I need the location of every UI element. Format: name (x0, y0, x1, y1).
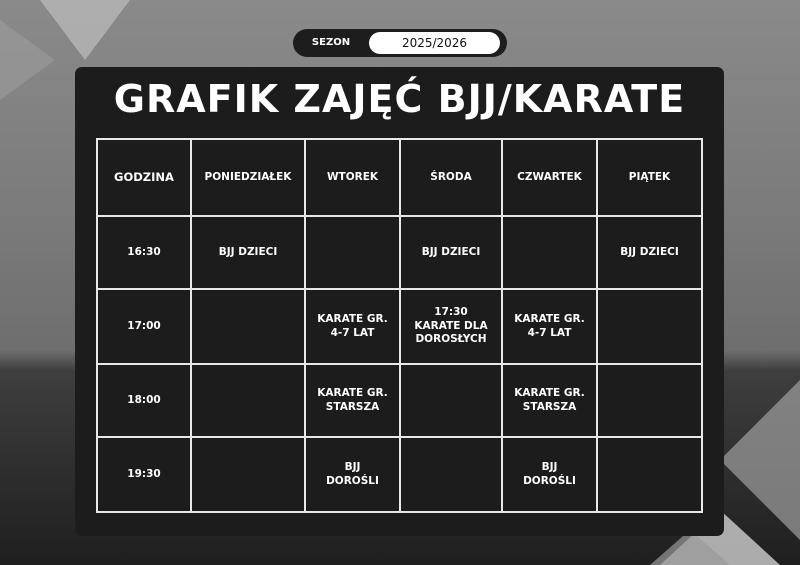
table-header-row (97, 139, 702, 216)
season-label: SEZON (311, 37, 351, 48)
class-cell (502, 216, 597, 289)
header-thursday: CZWARTEK (502, 139, 597, 216)
class-cell: BJJ DZIECI (597, 216, 702, 289)
table-row (97, 289, 702, 364)
class-cell (191, 437, 305, 512)
table-row (97, 364, 702, 437)
class-cell (305, 216, 400, 289)
class-cell: KARATE GR. STARSZA (502, 364, 597, 437)
class-cell: BJJ DZIECI (191, 216, 305, 289)
class-cell (400, 437, 502, 512)
class-cell: KARATE GR. 4-7 LAT (502, 289, 597, 364)
time-cell: 19:30 (97, 437, 191, 512)
class-cell: BJJ DZIECI (400, 216, 502, 289)
page-title: GRAFIK ZAJĘĆ BJJ/KARATE (113, 77, 686, 121)
season-value: 2025/2026 (369, 32, 500, 54)
header-friday: PIĄTEK (597, 139, 702, 216)
table-row (97, 437, 702, 512)
time-cell: 18:00 (97, 364, 191, 437)
header-tuesday: WTOREK (305, 139, 400, 216)
class-cell (400, 364, 502, 437)
class-cell (597, 289, 702, 364)
time-cell: 17:00 (97, 289, 191, 364)
class-cell (191, 364, 305, 437)
class-cell (597, 364, 702, 437)
header-wednesday: ŚRODA (400, 139, 502, 216)
class-cell: BJJ DOROŚLI (502, 437, 597, 512)
class-cell: KARATE GR. STARSZA (305, 364, 400, 437)
time-cell: 16:30 (97, 216, 191, 289)
table-row (97, 216, 702, 289)
class-cell (191, 289, 305, 364)
class-cell: 17:30 KARATE DLA DOROSŁYCH (400, 289, 502, 364)
header-monday: PONIEDZIAŁEK (191, 139, 305, 216)
decor-triangle (0, 20, 55, 100)
season-badge (293, 29, 507, 57)
schedule-card (75, 67, 724, 536)
class-cell: BJJ DOROŚLI (305, 437, 400, 512)
header-hour: GODZINA (97, 139, 191, 216)
class-cell (597, 437, 702, 512)
class-cell: KARATE GR. 4-7 LAT (305, 289, 400, 364)
schedule-table (96, 138, 703, 513)
